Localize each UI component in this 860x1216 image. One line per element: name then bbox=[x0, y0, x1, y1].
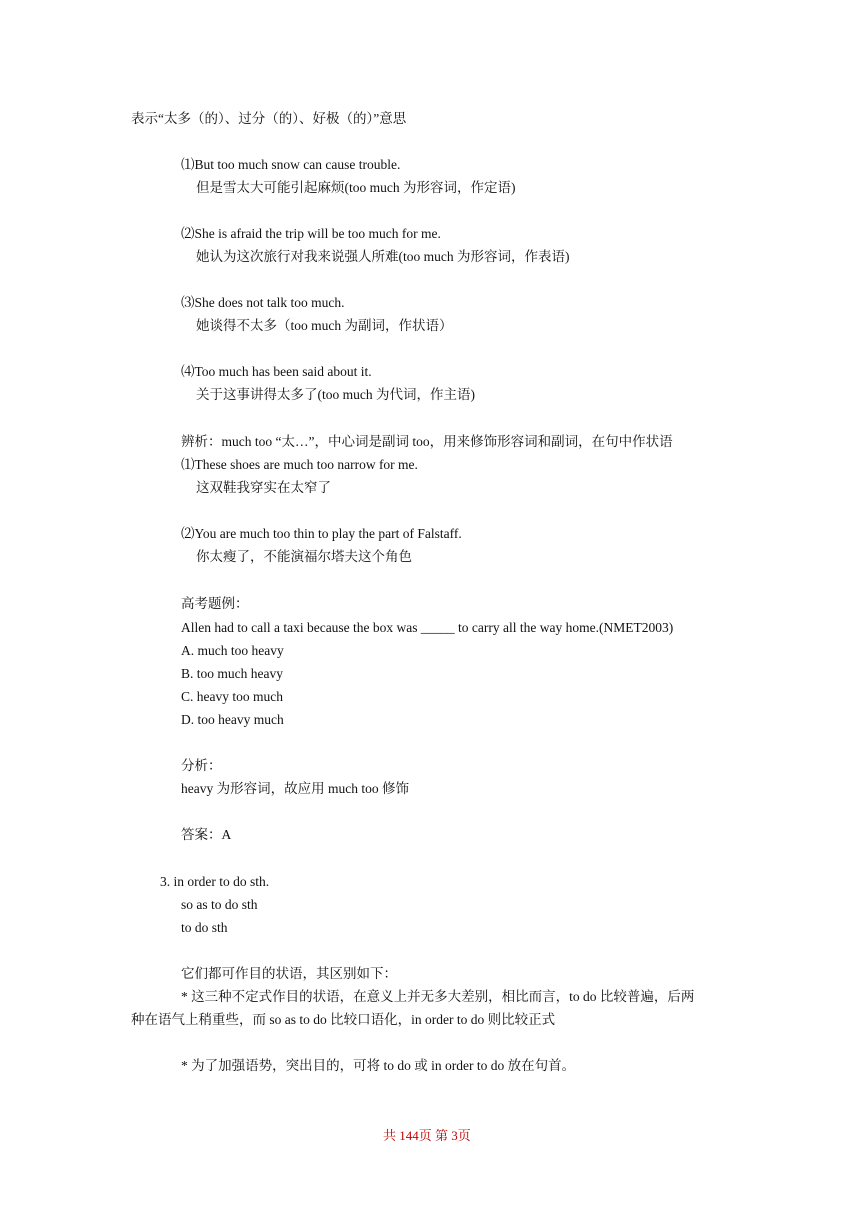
exam-option-d: D. too heavy much bbox=[181, 712, 284, 727]
exam-question: Allen had to call a taxi because the box was _____ to carry all the way home.(NMET2003) bbox=[181, 620, 674, 635]
section3-point2: * 为了加强语势，突出目的，可将 to do 或 in order to do 放在句首。 bbox=[181, 1058, 576, 1073]
section3-diff-intro: 它们都可作目的状语，其区别如下： bbox=[181, 966, 397, 981]
bianxi-example-1-en: ⑴These shoes are much too narrow for me. bbox=[181, 457, 418, 472]
example-3-zh: 她谈得不太多（too much 为副词，作状语） bbox=[196, 318, 453, 333]
exam-heading: 高考题例： bbox=[181, 596, 249, 611]
bianxi-text: 辨析：much too “太…”，中心词是副词 too，用来修饰形容词和副词，在句中作状语 bbox=[181, 434, 673, 449]
section3-alt2: to do sth bbox=[181, 920, 228, 935]
bianxi-example-1-zh: 这双鞋我穿实在太窄了 bbox=[196, 480, 331, 495]
page-footer: 共 144页 第 3页 bbox=[383, 1128, 471, 1143]
example-4-en: ⑷Too much has been said about it. bbox=[181, 364, 372, 379]
bianxi-example-2-zh: 你太瘦了，不能演福尔塔夫这个角色 bbox=[196, 549, 412, 564]
intro-text: 表示“太多（的）、过分（的）、好极（的）”意思 bbox=[131, 111, 407, 126]
bianxi-example-2-en: ⑵You are much too thin to play the part of Falstaff. bbox=[181, 526, 462, 541]
exam-option-c: C. heavy too much bbox=[181, 689, 283, 704]
answer-text: 答案：A bbox=[181, 827, 232, 842]
example-2-en: ⑵She is afraid the trip will be too much for me. bbox=[181, 226, 441, 241]
section3-point1-line2: 种在语气上稍重些，而 so as to do 比较口语化，in order to do 则比较正式 bbox=[131, 1012, 556, 1027]
example-1-en: ⑴But too much snow can cause trouble. bbox=[181, 157, 401, 172]
analysis-label: 分析： bbox=[181, 758, 222, 773]
example-1-zh: 但是雪太大可能引起麻烦(too much 为形容词，作定语) bbox=[196, 180, 516, 195]
example-4-zh: 关于这事讲得太多了(too much 为代词，作主语) bbox=[196, 387, 475, 402]
section3-point1-line1: * 这三种不定式作目的状语，在意义上并无多大差别，相比而言，to do 比较普遍，后两 bbox=[181, 989, 695, 1004]
section3-title: 3. in order to do sth. bbox=[160, 874, 270, 889]
analysis-text: heavy 为形容词，故应用 much too 修饰 bbox=[181, 781, 409, 796]
exam-option-b: B. too much heavy bbox=[181, 666, 283, 681]
section3-alt1: so as to do sth bbox=[181, 897, 258, 912]
example-3-en: ⑶She does not talk too much. bbox=[181, 295, 345, 310]
example-2-zh: 她认为这次旅行对我来说强人所难(too much 为形容词，作表语) bbox=[196, 249, 570, 264]
exam-option-a: A. much too heavy bbox=[181, 643, 284, 658]
